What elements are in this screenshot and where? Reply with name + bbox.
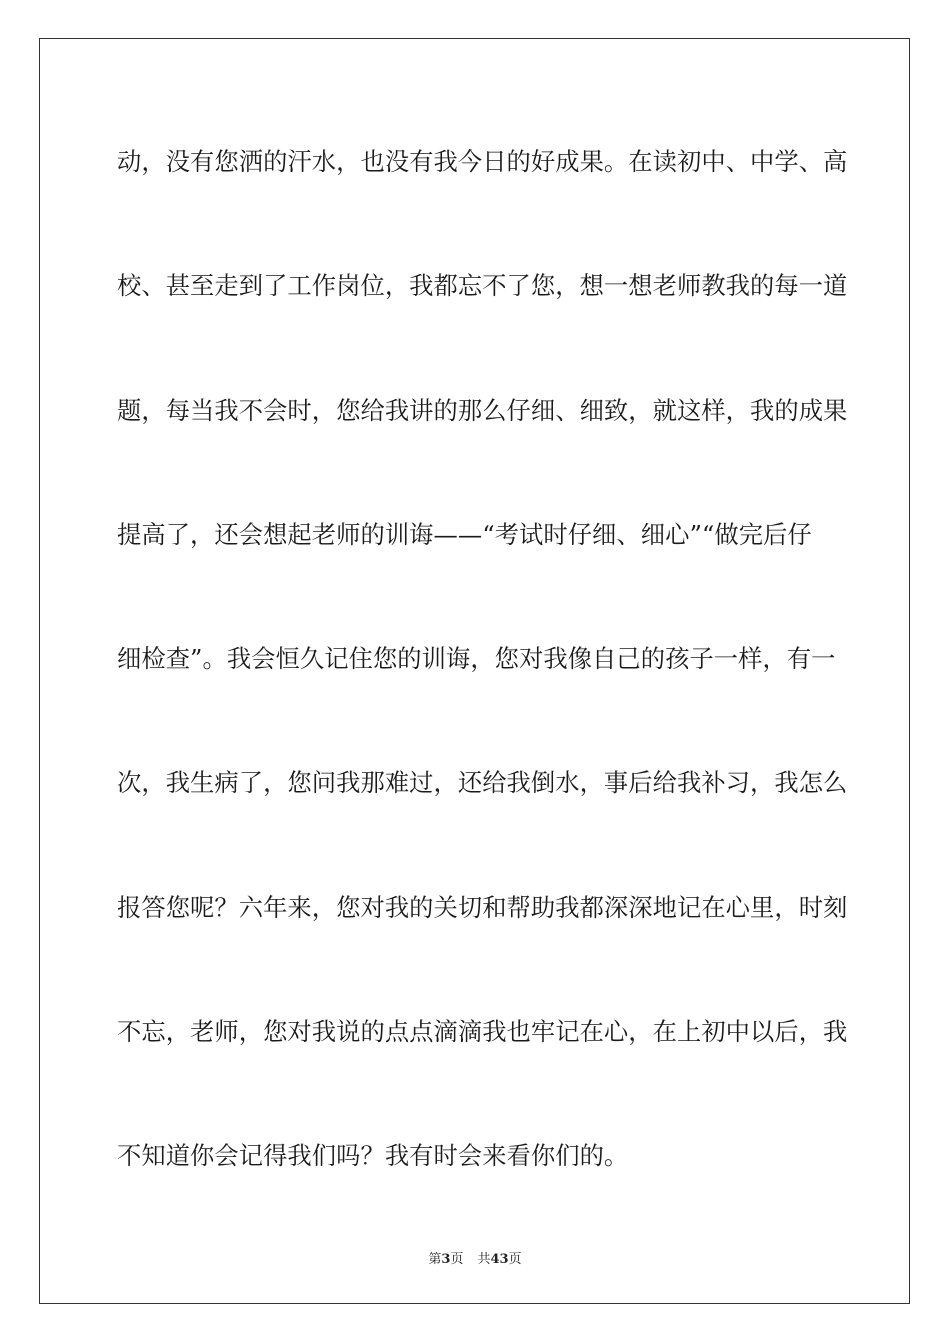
text-line-2: 校、甚至走到了工作岗位，我都忘不了您，想一想老师教我的每一道 <box>117 271 848 301</box>
text-line-7: 报答您呢？六年来，您对我的关切和帮助我都深深地记在心里，时刻 <box>117 892 848 922</box>
page-footer <box>0 1248 950 1267</box>
body-text <box>117 147 848 1269</box>
text-line-4: 提高了，还会想起老师的训诲——“考试时仔细、细心”“做完后仔 <box>117 519 812 549</box>
text-line-6: 次，我生病了，您问我那难过，还给我倒水，事后给我补习，我怎么 <box>117 768 848 798</box>
text-line-3: 题，每当我不会时，您给我讲的那么仔细、细致，就这样，我的成果 <box>117 395 848 425</box>
total-pages: 43 <box>490 1252 509 1267</box>
text-line-8: 不忘，老师，您对我说的点点滴滴我也牢记在心，在上初中以后，我 <box>117 1017 848 1047</box>
page-number: 第3页 <box>428 1252 464 1267</box>
text-line-1: 动，没有您洒的汗水，也没有我今日的好成果。在读初中、中学、高 <box>117 147 848 176</box>
text-line-9: 不知道你会记得我们吗？我有时会来看你们的。 <box>117 1141 629 1171</box>
text-line-5: 细检查”。我会恒久记住您的训诲，您对我像自己的孩子一样，有一 <box>117 644 836 674</box>
page-total: 共43页 <box>477 1252 522 1267</box>
current-page: 3 <box>441 1252 451 1267</box>
